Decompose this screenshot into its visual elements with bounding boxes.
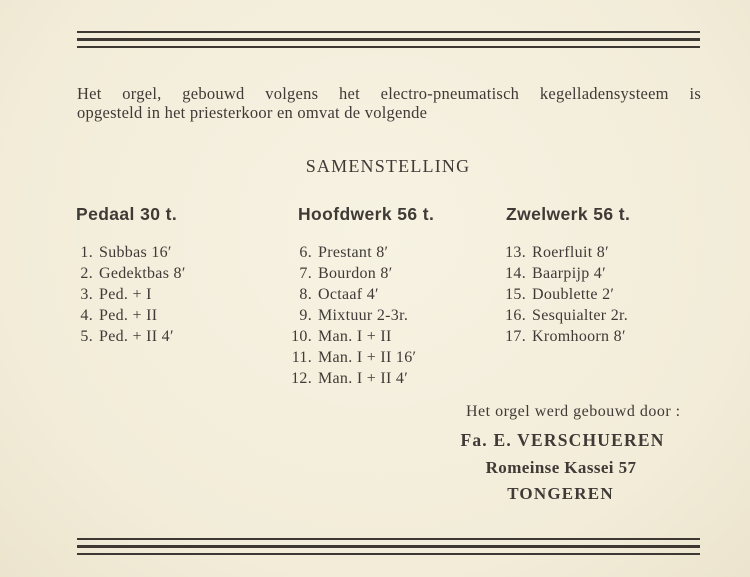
stop-number: 2. bbox=[80, 265, 93, 282]
stop-number: 6. bbox=[299, 244, 312, 261]
stop-name: Man. I + II 16′ bbox=[318, 349, 417, 366]
stop-number: 16. bbox=[505, 307, 526, 324]
stop-name: Ped. + I bbox=[99, 286, 152, 303]
stop-number: 14. bbox=[505, 265, 526, 282]
stop-name: Kromhoorn 8′ bbox=[532, 328, 626, 345]
stop-number: 9. bbox=[299, 307, 312, 324]
intro-line-2: opgesteld in het priesterkoor en omvat de volgende bbox=[77, 103, 428, 122]
division-hoofdwerk bbox=[291, 204, 435, 405]
stop-item bbox=[286, 263, 434, 284]
stop-name: Sesquialter 2r. bbox=[532, 307, 629, 324]
stop-name: Roerfluit 8′ bbox=[532, 244, 609, 261]
stop-number: 13. bbox=[505, 244, 526, 261]
stop-item bbox=[498, 284, 630, 305]
stop-number: 12. bbox=[291, 370, 312, 387]
stop-item bbox=[286, 242, 434, 263]
stop-list bbox=[291, 242, 434, 389]
stop-number: 17. bbox=[505, 328, 526, 345]
stop-name: Man. I + II 4′ bbox=[318, 370, 409, 387]
bottom-rule-line-2 bbox=[77, 545, 700, 548]
stop-name: Gedektbas 8′ bbox=[99, 265, 186, 282]
stop-item bbox=[498, 326, 630, 347]
intro-paragraph bbox=[77, 84, 701, 122]
stop-number: 10. bbox=[291, 328, 312, 345]
stop-number: 3. bbox=[80, 286, 93, 303]
top-rule-line-3 bbox=[77, 46, 700, 48]
intro-line-1: Het orgel, gebouwd volgens het electro-pneumatisch kegelladensysteem is bbox=[77, 84, 701, 103]
stop-item bbox=[73, 326, 186, 347]
stop-name: Mixtuur 2-3r. bbox=[318, 307, 409, 324]
section-title: SAMENSTELLING bbox=[305, 156, 471, 176]
top-rule-line-2 bbox=[77, 38, 700, 41]
stop-name: Prestant 8′ bbox=[318, 244, 389, 261]
stop-name: Subbas 16′ bbox=[99, 244, 172, 261]
builder-name: Fa. E. VERSCHUEREN bbox=[460, 430, 665, 450]
stop-name: Octaaf 4′ bbox=[318, 286, 379, 303]
stop-number: 15. bbox=[505, 286, 526, 303]
stop-name: Doublette 2′ bbox=[532, 286, 615, 303]
bottom-rule-line-1 bbox=[77, 538, 700, 540]
stop-number: 8. bbox=[299, 286, 312, 303]
stop-name: Baarpijp 4′ bbox=[532, 265, 606, 282]
stop-number: 4. bbox=[80, 307, 93, 324]
stop-item bbox=[286, 326, 434, 347]
stop-number: 5. bbox=[80, 328, 93, 345]
division-zwelwerk bbox=[506, 204, 630, 363]
stop-item bbox=[286, 368, 434, 389]
stop-item bbox=[73, 242, 186, 263]
stop-name: Man. I + II bbox=[318, 328, 392, 345]
builder-street: Romeinse Kassei 57 bbox=[485, 458, 637, 477]
stop-item bbox=[498, 263, 630, 284]
stop-item bbox=[286, 347, 434, 368]
stop-number: 7. bbox=[299, 265, 312, 282]
stop-list bbox=[76, 242, 186, 347]
bottom-rule-line-3 bbox=[77, 553, 700, 555]
stop-item bbox=[73, 284, 186, 305]
builder-intro: Het orgel werd gebouwd door : bbox=[466, 403, 681, 420]
stop-number: 1. bbox=[80, 244, 93, 261]
stop-list bbox=[506, 242, 630, 347]
bottom-rule-decoration bbox=[77, 538, 700, 558]
builder-city: TONGEREN bbox=[507, 484, 614, 503]
top-rule-line-1 bbox=[77, 31, 700, 33]
stop-item bbox=[286, 305, 434, 326]
stop-name: Bourdon 8′ bbox=[318, 265, 393, 282]
stop-name: Ped. + II bbox=[99, 307, 158, 324]
stop-number: 11. bbox=[291, 349, 312, 366]
stop-item bbox=[73, 305, 186, 326]
stop-item bbox=[498, 305, 630, 326]
builder-info bbox=[400, 403, 730, 504]
division-pedaal bbox=[76, 204, 186, 363]
division-heading: Hoofdwerk 56 t. bbox=[298, 204, 435, 224]
division-heading: Pedaal 30 t. bbox=[76, 204, 178, 224]
top-rule-decoration bbox=[77, 31, 700, 51]
stop-item bbox=[498, 242, 630, 263]
stop-name: Ped. + II 4′ bbox=[99, 328, 174, 345]
division-heading: Zwelwerk 56 t. bbox=[506, 204, 631, 224]
stop-item bbox=[286, 284, 434, 305]
stop-item bbox=[73, 263, 186, 284]
